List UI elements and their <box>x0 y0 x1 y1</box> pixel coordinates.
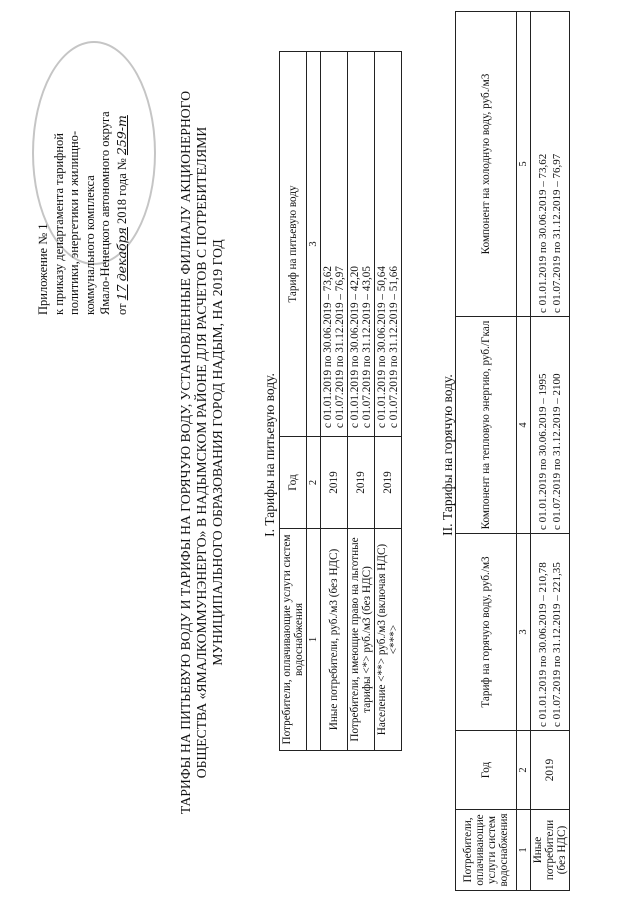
header-hot-water-tariff: Тариф на горячую воду, руб./м3 <box>456 534 517 731</box>
table-number-row <box>307 52 321 751</box>
year-cell: 2019 <box>321 437 348 529</box>
hot-water-tariff-table <box>455 11 570 891</box>
tariff-period-2: с 01.07.2019 по 31.12.2019 – 51,66 <box>388 266 400 428</box>
title-line: МУНИЦИПАЛЬНОГО ОБРАЗОВАНИЯ ГОРОД НАДЫМ, НА 2019 ГОД <box>210 239 225 666</box>
year-cell: 2019 <box>531 731 570 810</box>
table-row <box>531 12 570 891</box>
table-row <box>375 52 402 751</box>
appendix-date-line <box>114 15 131 315</box>
table-number-row <box>517 12 531 891</box>
appendix-date-prefix: от <box>114 303 129 315</box>
consumer-cell: Население <**> руб./м3 (включая НДС) <***> <box>375 529 402 751</box>
header-year: Год <box>280 437 307 529</box>
tariff-period-2: с 01.07.2019 по 31.12.2019 – 221,35 <box>551 562 563 727</box>
tariff-period-1: с 01.01.2019 по 30.06.2019 – 50,64 <box>376 266 388 428</box>
tariff-period-1: с 01.01.2019 по 30.06.2019 – 210,78 <box>537 562 549 727</box>
document-title <box>178 20 226 885</box>
tariff-period-1: с 01.01.2019 по 30.06.2019 – 73,62 <box>322 266 334 428</box>
drinking-water-tariff-table <box>279 51 402 751</box>
appendix-line: политики, энергетики и жилищно- <box>67 130 82 315</box>
appendix-order-number: 259-т <box>113 115 129 156</box>
table-row <box>348 52 375 751</box>
column-number: 3 <box>307 52 321 437</box>
tariff-period-2: с 01.07.2019 по 31.12.2019 – 2100 <box>551 373 563 530</box>
column-number: 1 <box>517 810 531 891</box>
year-cell: 2019 <box>375 437 402 529</box>
column-number: 2 <box>517 731 531 810</box>
column-number: 5 <box>517 12 531 317</box>
appendix-date-day: 17 <box>113 284 129 301</box>
tariff-period-1: с 01.01.2019 по 30.06.2019 – 1995 <box>537 373 549 530</box>
year-cell: 2019 <box>348 437 375 529</box>
header-heat-component: Компонент на тепловую энергию, руб./Гкал <box>456 317 517 534</box>
tariff-period-2: с 01.07.2019 по 31.12.2019 – 76,97 <box>551 153 563 313</box>
table-row <box>321 52 348 751</box>
appendix-date-year: 2018 года № <box>114 158 129 224</box>
heat-component-cell <box>531 317 570 534</box>
hot-water-tariff-cell <box>531 534 570 731</box>
appendix-line: Ямало-Ненецкого автономного округа <box>98 111 113 315</box>
header-tariff: Тариф на питьевую воду <box>280 52 307 437</box>
tariff-cell <box>321 52 348 437</box>
appendix-block <box>36 15 131 315</box>
appendix-date-month: декабря <box>113 227 129 282</box>
tariff-period-2: с 01.07.2019 по 31.12.2019 – 43,05 <box>361 266 373 428</box>
cold-water-component-cell <box>531 12 570 317</box>
appendix-line: Приложение № 1 <box>36 223 50 315</box>
title-line: ТАРИФЫ НА ПИТЬЕВУЮ ВОДУ И ТАРИФЫ НА ГОРЯЧУЮ ВОДУ, УСТАНОВЛЕННЫЕ ФИЛИАЛУ АКЦИОНЕРНОГО <box>178 90 193 815</box>
table-header-row <box>280 52 307 751</box>
tariff-cell <box>375 52 402 437</box>
tariff-period-1: с 01.01.2019 по 30.06.2019 – 42,20 <box>349 266 361 428</box>
column-number: 1 <box>307 529 321 751</box>
consumer-cell: Потребители, имеющие право на льготные тарифы <*> руб./м3 (без НДС) <box>348 529 375 751</box>
tariff-period-2: с 01.07.2019 по 31.12.2019 – 76,97 <box>334 266 346 428</box>
header-cold-water-component: Компонент на холодную воду, руб./м3 <box>456 12 517 317</box>
appendix-line: коммунального комплекса <box>82 175 97 315</box>
header-consumers: Потребители, оплачивающие услуги систем водоснабжения <box>456 810 517 891</box>
tariff-period-1: с 01.01.2019 по 30.06.2019 – 73,62 <box>537 153 549 313</box>
column-number: 2 <box>307 437 321 529</box>
appendix-line: к приказу департамента тарифной <box>51 133 66 315</box>
consumer-cell: Иные потребители, руб./м3 (без НДС) <box>321 529 348 751</box>
consumer-cell: Иные потребители (без НДС) <box>531 810 570 891</box>
header-consumers: Потребители, оплачивающие услуги систем водоснабжения <box>280 529 307 751</box>
column-number: 4 <box>517 317 531 534</box>
section2-heading: II. Тарифы на горячую воду. <box>440 374 455 536</box>
section1-heading: I. Тарифы на питьевую воду. <box>262 373 277 537</box>
header-year: Год <box>456 731 517 810</box>
tariff-cell <box>348 52 375 437</box>
column-number: 3 <box>517 534 531 731</box>
title-line: ОБЩЕСТВА «ЯМАЛКОММУНЭНЕРГО» В НАДЫМСКОМ РАЙОНЕ ДЛЯ РАСЧЕТОВ С ПОТРЕБИТЕЛЯМИ <box>194 126 209 779</box>
table-header-row <box>456 12 517 891</box>
